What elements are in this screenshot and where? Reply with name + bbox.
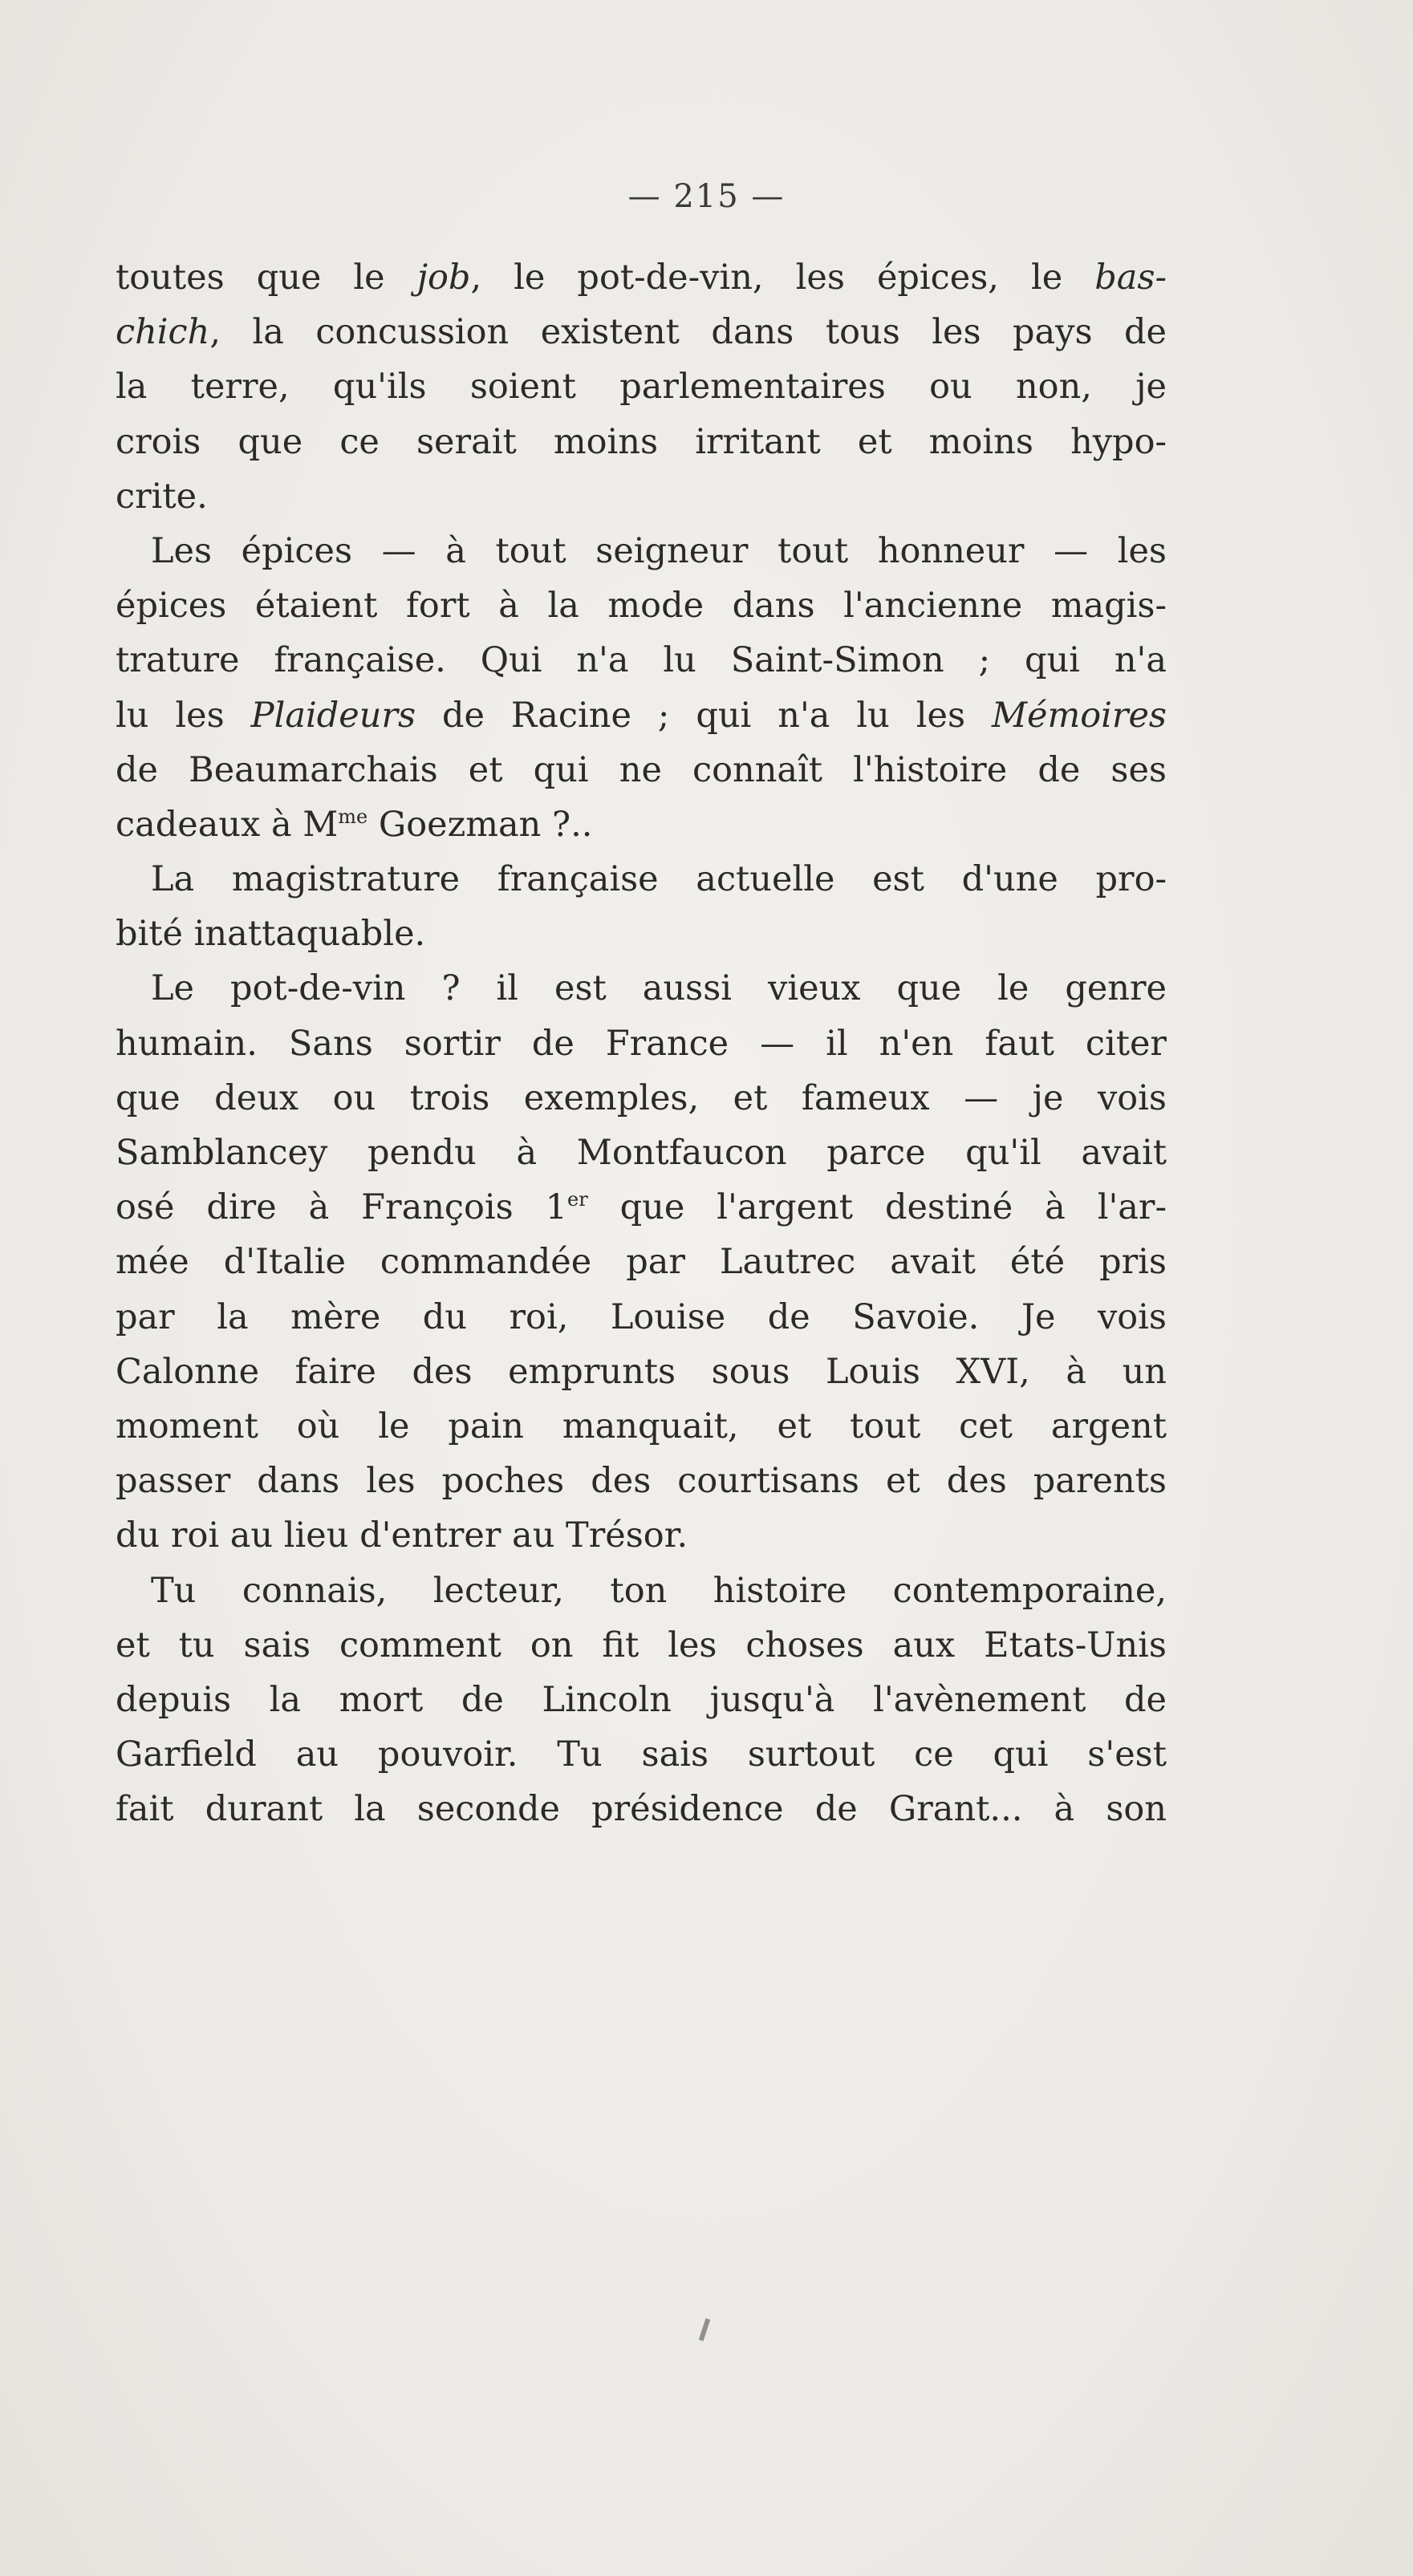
text-line: [116, 1618, 1167, 1673]
text-segment: toutes que le: [116, 258, 417, 298]
text-segment: bité inattaquable.: [116, 914, 426, 955]
text-line: [116, 469, 1167, 524]
text-segment: Les épices — à tout seigneur tout honneur — les: [151, 530, 1167, 571]
text-segment: crois que ce serait moins irritant et moins hypo-: [116, 421, 1167, 462]
text-segment: crite.: [116, 476, 208, 517]
text-line: [116, 633, 1167, 688]
text-segment: me: [338, 805, 368, 828]
text-segment: par la mère du roi, Louise de Savoie. Je vois: [116, 1296, 1167, 1337]
text-segment: chich: [116, 312, 210, 353]
text-segment: lu les: [116, 695, 251, 736]
text-segment: , le pot-de-vin, les épices, le: [470, 258, 1095, 298]
text-segment: moment où le pain manquait, et tout cet argent: [116, 1406, 1167, 1446]
text-line: [116, 1235, 1167, 1289]
text-line: [116, 1454, 1167, 1508]
text-segment: que deux ou trois exemples, et fameux — je vois: [116, 1077, 1167, 1118]
text-segment: du roi au lieu d'entrer au Trésor.: [116, 1515, 688, 1556]
text-segment: job: [416, 258, 471, 298]
text-segment: er: [567, 1188, 588, 1211]
text-line: [116, 1399, 1167, 1454]
text-segment: Plaideurs: [250, 695, 416, 736]
text-segment: bas-: [1094, 258, 1167, 298]
text-segment: Mémoires: [992, 695, 1167, 736]
text-segment: la terre, qu'ils soient parlementaires ou non, je: [116, 367, 1167, 408]
text-line: [116, 797, 1167, 852]
text-line: [116, 250, 1167, 305]
body-text: [116, 250, 1167, 1836]
text-segment: , la concussion existent dans tous les pays de: [209, 312, 1167, 353]
text-segment: de Beaumarchais et qui ne connaît l'histoire de ses: [116, 749, 1167, 790]
text-segment: Samblancey pendu à Montfaucon parce qu'il avait: [116, 1133, 1167, 1173]
text-segment: Garfield au pouvoir. Tu sais surtout ce qui s'est: [116, 1734, 1167, 1775]
text-line: [116, 1180, 1167, 1235]
text-line: [116, 305, 1167, 359]
text-line: [116, 743, 1167, 797]
text-line: [116, 1345, 1167, 1399]
text-segment: que l'argent destiné à l'ar-: [587, 1187, 1167, 1228]
text-line: [116, 688, 1167, 743]
text-line: [116, 359, 1167, 414]
text-segment: de Racine ; qui n'a lu les: [416, 695, 993, 736]
text-line: [116, 907, 1167, 961]
text-line: [116, 1508, 1167, 1563]
text-line: [116, 578, 1167, 633]
text-segment: trature française. Qui n'a lu Saint-Simon ; qui n'a: [116, 640, 1167, 681]
text-line: [116, 1564, 1167, 1618]
text-line: [116, 852, 1167, 907]
text-line: [116, 1673, 1167, 1727]
text-segment: épices étaient fort à la mode dans l'ancienne magis-: [116, 586, 1167, 627]
text-segment: depuis la mort de Lincoln jusqu'à l'avènement de: [116, 1679, 1167, 1720]
text-segment: Le pot-de-vin ? il est aussi vieux que le genre: [151, 968, 1167, 1009]
text-segment: cadeaux à M: [116, 804, 339, 845]
ink-mark: [699, 2318, 710, 2341]
text-segment: La magistrature française actuelle est d'une pro-: [151, 859, 1167, 900]
text-segment: et tu sais comment on fit les choses aux Etats-Unis: [116, 1625, 1167, 1665]
text-segment: fait durant la seconde présidence de Grant... à son: [116, 1789, 1167, 1830]
text-segment: Goezman ?..: [367, 804, 593, 845]
text-line: [116, 524, 1167, 578]
text-segment: passer dans les poches des courtisans et des parents: [116, 1461, 1167, 1502]
text-line: [116, 415, 1167, 469]
text-segment: humain. Sans sortir de France — il n'en faut citer: [116, 1023, 1167, 1064]
text-segment: Calonne faire des emprunts sous Louis XVI, à un: [116, 1351, 1167, 1392]
text-line: [116, 1126, 1167, 1180]
text-line: [116, 961, 1167, 1016]
text-line: [116, 1071, 1167, 1126]
text-segment: Tu connais, lecteur, ton histoire contemporaine,: [151, 1570, 1167, 1611]
text-line: [116, 1016, 1167, 1071]
text-segment: osé dire à François 1: [116, 1187, 568, 1228]
page-number: — 215 —: [627, 178, 786, 215]
text-line: [116, 1290, 1167, 1345]
text-line: [116, 1727, 1167, 1782]
text-segment: mée d'Italie commandée par Lautrec avait été pris: [116, 1242, 1167, 1283]
text-line: [116, 1782, 1167, 1836]
